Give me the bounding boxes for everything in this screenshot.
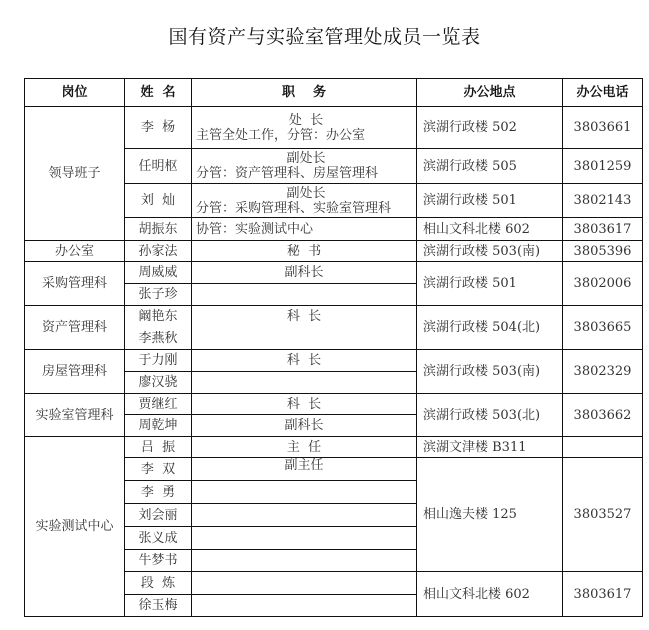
duty-cell: 科 长 bbox=[192, 350, 417, 372]
name-cell: 牛梦书 bbox=[125, 550, 192, 572]
group-label-labmgmt: 实验室管理科 bbox=[25, 394, 125, 437]
duty-cell bbox=[192, 504, 417, 527]
location-cell: 滨湖行政楼 501 bbox=[417, 184, 563, 218]
page-title: 国有资产与实验室管理处成员一览表 bbox=[168, 26, 481, 48]
location-cell: 滨湖行政楼 505 bbox=[417, 149, 563, 184]
duty-cell bbox=[192, 572, 417, 595]
name-cell: 徐玉梅 bbox=[125, 595, 192, 617]
header-location: 办公地点 bbox=[417, 79, 563, 107]
phone-cell: 3803662 bbox=[563, 394, 643, 437]
name-cell: 贾继红 bbox=[125, 394, 192, 415]
phone-cell: 3802143 bbox=[563, 184, 643, 218]
name-cell: 阚艳东 bbox=[125, 306, 192, 328]
location-cell: 相山文科北楼 602 bbox=[417, 572, 563, 617]
header-phone: 办公电话 bbox=[563, 79, 643, 107]
duty-cell: 主 任 bbox=[192, 437, 417, 458]
duty-cell bbox=[192, 306, 417, 350]
phone-cell: 3802006 bbox=[563, 262, 643, 306]
duty-cell: 副主任 bbox=[192, 458, 417, 481]
location-cell: 滨湖行政楼 503(南) bbox=[417, 241, 563, 262]
phone-cell: 3803617 bbox=[563, 572, 643, 617]
location-cell: 相山逸夫楼 125 bbox=[417, 458, 563, 572]
duty-title: 副处长 bbox=[286, 151, 326, 166]
phone-cell bbox=[563, 437, 643, 458]
group-label-assets: 资产管理科 bbox=[25, 306, 125, 350]
name-cell: 李燕秋 bbox=[125, 328, 192, 350]
table-row bbox=[25, 262, 643, 284]
location-cell: 滨湖行政楼 503(北) bbox=[417, 394, 563, 437]
table-row bbox=[25, 107, 643, 149]
name-cell: 刘 灿 bbox=[125, 184, 192, 218]
duty-detail: 主管全处工作，分管：办公室 bbox=[196, 127, 366, 143]
phone-cell: 3803617 bbox=[563, 218, 643, 241]
name-cell: 周威威 bbox=[125, 262, 192, 284]
duty-cell: 副科长 bbox=[192, 262, 417, 284]
duty-detail: 分管：采购管理科、实验室管理科 bbox=[196, 200, 392, 216]
phone-cell: 3803527 bbox=[563, 458, 643, 572]
name-cell: 张义成 bbox=[125, 527, 192, 550]
group-label-testcenter: 实验测试中心 bbox=[25, 437, 125, 617]
duty-cell bbox=[192, 481, 417, 504]
group-label-leadership: 领导班子 bbox=[25, 107, 125, 241]
name-cell: 李 双 bbox=[125, 458, 192, 481]
phone-cell: 3803665 bbox=[563, 306, 643, 350]
duty-cell bbox=[192, 284, 417, 306]
header-duty: 职 务 bbox=[192, 79, 417, 107]
name-cell: 任明枢 bbox=[125, 149, 192, 184]
name-cell: 张子珍 bbox=[125, 284, 192, 306]
name-cell: 李 勇 bbox=[125, 481, 192, 504]
phone-cell: 3803661 bbox=[563, 107, 643, 149]
group-label-procurement: 采购管理科 bbox=[25, 262, 125, 306]
table-row bbox=[25, 437, 643, 458]
duty-detail: 分管：资产管理科、房屋管理科 bbox=[196, 166, 379, 181]
header-position: 岗位 bbox=[25, 79, 125, 107]
table-row bbox=[25, 350, 643, 372]
location-cell: 滨湖行政楼 503(南) bbox=[417, 350, 563, 394]
duty-title: 处 长 bbox=[288, 112, 324, 128]
duty-cell bbox=[192, 372, 417, 394]
location-cell: 滨湖行政楼 501 bbox=[417, 262, 563, 306]
duty-title: 副处长 bbox=[286, 185, 326, 201]
table-row bbox=[25, 394, 643, 415]
name-cell: 胡振东 bbox=[125, 218, 192, 241]
name-cell: 李 杨 bbox=[125, 107, 192, 149]
duty-cell bbox=[192, 149, 417, 184]
name-cell: 吕 振 bbox=[125, 437, 192, 458]
duty-cell: 科 长 bbox=[192, 394, 417, 415]
duty-cell bbox=[192, 107, 417, 149]
phone-cell: 3805396 bbox=[563, 241, 643, 262]
name-cell: 段 炼 bbox=[125, 572, 192, 595]
location-cell: 滨湖文津楼 B311 bbox=[417, 437, 563, 458]
duty-cell: 副科长 bbox=[192, 415, 417, 437]
duty-cell bbox=[192, 527, 417, 550]
table-row bbox=[25, 241, 643, 262]
name-cell: 于力刚 bbox=[125, 350, 192, 372]
duty-cell bbox=[192, 595, 417, 617]
location-cell: 滨湖行政楼 502 bbox=[417, 107, 563, 149]
header-row bbox=[25, 79, 643, 107]
duty-cell: 协管：实验测试中心 bbox=[192, 218, 417, 241]
table-row bbox=[25, 306, 643, 328]
location-cell: 滨湖行政楼 504(北) bbox=[417, 306, 563, 350]
duty-cell bbox=[192, 184, 417, 218]
name-cell: 刘会丽 bbox=[125, 504, 192, 527]
name-cell: 孙家法 bbox=[125, 241, 192, 262]
name-cell: 周乾坤 bbox=[125, 415, 192, 437]
phone-cell: 3802329 bbox=[563, 350, 643, 394]
duty-cell bbox=[192, 550, 417, 572]
location-cell: 相山文科北楼 602 bbox=[417, 218, 563, 241]
header-name: 姓 名 bbox=[125, 79, 192, 107]
group-label-office: 办公室 bbox=[25, 241, 125, 262]
duty-cell: 秘 书 bbox=[192, 241, 417, 262]
staff-table bbox=[24, 78, 643, 617]
duty-title: 科 长 bbox=[286, 309, 322, 324]
name-cell: 廖汉骁 bbox=[125, 372, 192, 394]
phone-cell: 3801259 bbox=[563, 149, 643, 184]
group-label-housing: 房屋管理科 bbox=[25, 350, 125, 394]
